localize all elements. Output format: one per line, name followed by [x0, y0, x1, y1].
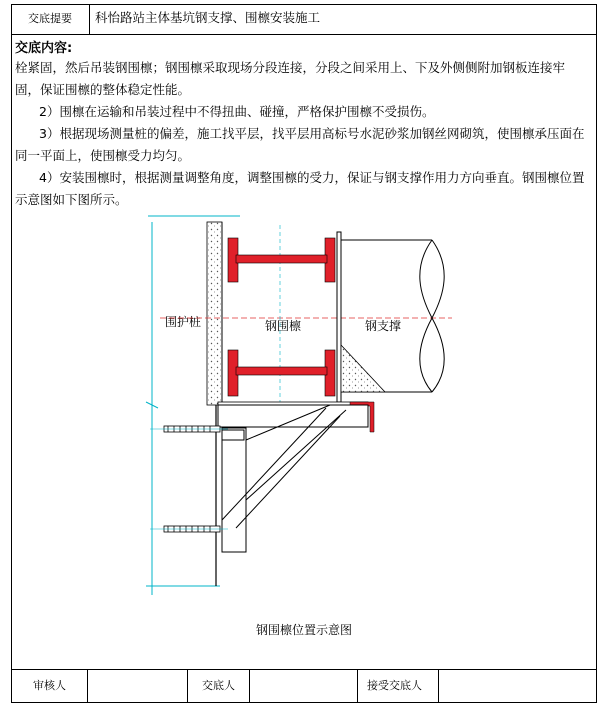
paragraph-4: 4）安装围檩时，根据测量调整角度，调整围檩的受力，保证与钢支撑作用力方向垂直。钢围檩位置示意图如下图所示。 [15, 170, 585, 207]
pile-label: 围护桩 [165, 315, 202, 329]
paragraph-2: 2）围檩在运输和吊装过程中不得扭曲、碰撞，严格保护围檩不受损伤。 [39, 104, 435, 119]
footer-divider [11, 669, 597, 670]
footer-col-3 [249, 669, 250, 703]
footer-col-5 [438, 669, 439, 703]
diagram-caption: 钢围檩位置示意图 [255, 623, 352, 637]
waler-label: 钢围檩 [265, 319, 302, 333]
footer-col-1 [87, 669, 88, 703]
steel-waler [228, 238, 335, 396]
discloser-signature-field[interactable] [251, 671, 355, 701]
receiver-signature-field[interactable] [440, 671, 595, 701]
reviewer-label: 审核人 [33, 679, 66, 692]
header-label: 交底提要 [28, 12, 72, 25]
header-value: 科怡路站主体基坑钢支撑、围檩安装施工 [95, 10, 321, 25]
discloser-label: 交底人 [202, 679, 235, 692]
paragraph-1: 栓紧固，然后吊装钢围檩；钢围檩采取现场分段连接，分段之间采用上、下及外侧侧附加钢板连接牢固，保证围檩的整体稳定性能。 [15, 60, 566, 97]
content-title: 交底内容: [15, 41, 73, 56]
footer-col-4 [357, 669, 358, 703]
receiver-label: 接受交底人 [367, 679, 422, 692]
paragraph-3: 3）根据现场测量桩的偏差，施工找平层，找平层用高标号水泥砂浆加钢丝网砌筑，使围檩承压面在同一平面上，使围檩受力均匀。 [15, 126, 585, 163]
footer-col-2 [187, 669, 188, 703]
steel-strut [337, 232, 444, 402]
strut-label: 钢支撑 [365, 319, 402, 333]
support-bracket [218, 405, 368, 552]
reviewer-signature-field[interactable] [89, 671, 185, 701]
anchor-bolts [164, 426, 220, 532]
